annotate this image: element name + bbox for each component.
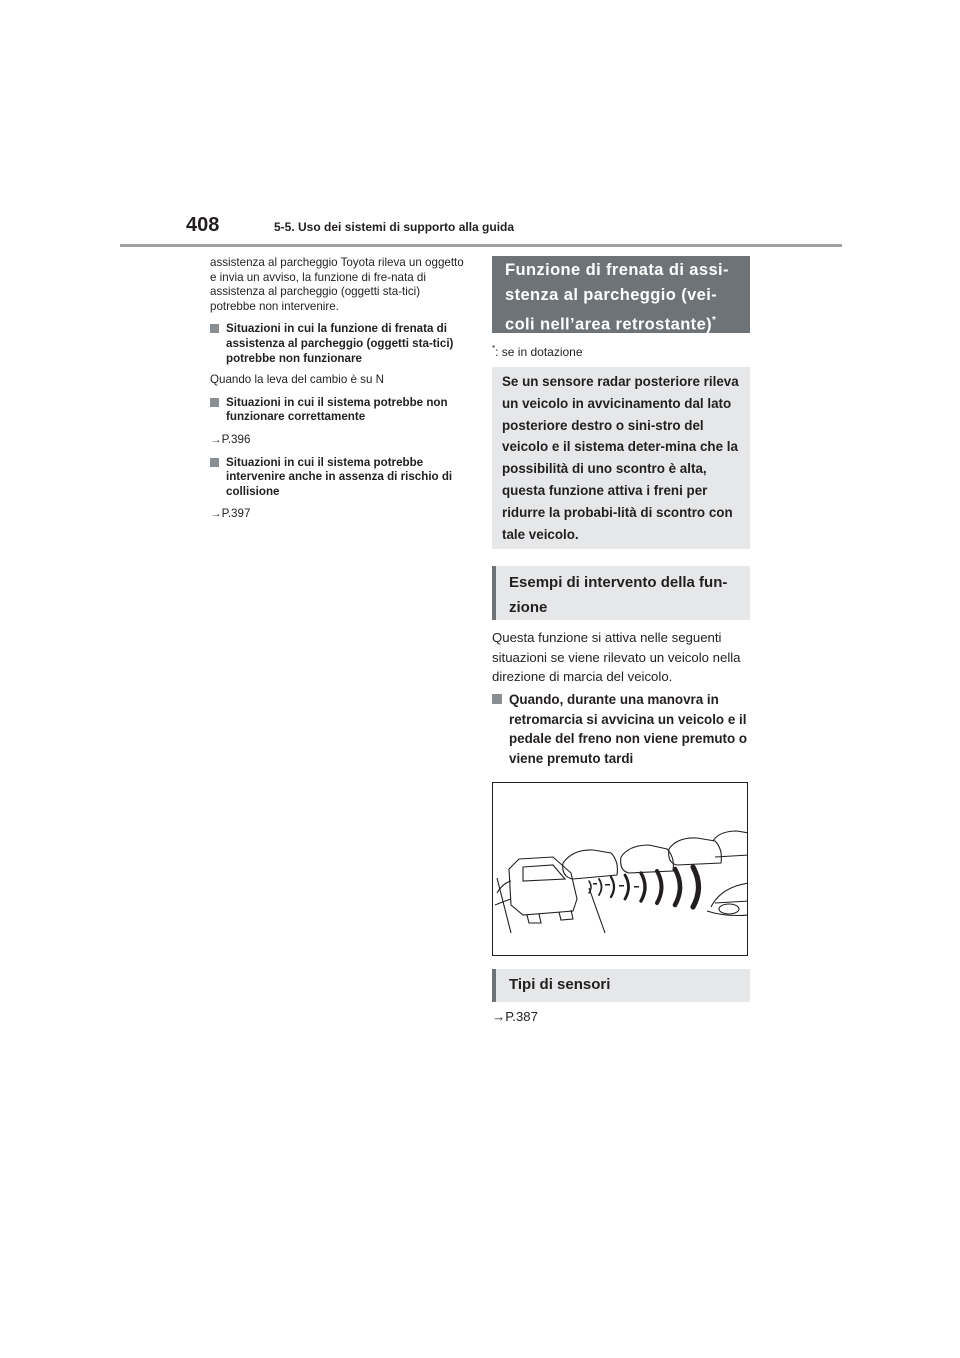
examples-text: Questa funzione si attiva nelle seguenti situazioni se viene rilevato un veicolo nella direzione di marcia del veicolo. <box>492 630 741 684</box>
item-heading: Situazioni in cui la funzione di frenata di assistenza al parcheggio (oggetti sta-tici) potrebbe non funzionare <box>210 322 468 366</box>
intro-text: assistenza al parcheggio Toyota rileva un oggetto e invia un avviso, la funzione di fre-nata di assistenza al parcheggio (oggetti sta-tici) potrebbe non intervenire. <box>210 256 464 313</box>
square-bullet-icon <box>210 324 219 333</box>
item-heading: Situazioni in cui il sistema potrebbe intervenire anche in assenza di rischio di collisione <box>210 456 468 500</box>
feature-title-box: Funzione di frenata di assi- stenza al parcheggio (vei- coli nell’area retrostante)* <box>492 256 750 333</box>
item-text: Quando la leva del cambio è su N <box>210 373 385 387</box>
header-rule <box>120 244 842 247</box>
footnote: *: se in dotazione <box>492 344 583 359</box>
section-title: 5-5. Uso dei sistemi di supporto alla guida <box>274 220 515 234</box>
page-reference: →P.397 <box>210 507 251 521</box>
square-bullet-icon <box>492 694 502 704</box>
illustration-image <box>493 783 748 956</box>
page-number: 408 <box>186 214 220 236</box>
bullet-heading: Quando, durante una manovra in retromarcia si avvicina un veicolo e il pedale del freno non viene premuto o viene premuto tardi <box>492 690 750 768</box>
left-column <box>210 256 468 522</box>
square-bullet-icon <box>210 458 219 467</box>
rear-cross-traffic-illustration <box>492 782 748 956</box>
examples-heading: Esempi di intervento della fun-zione <box>492 566 750 620</box>
sensors-heading: Tipi di sensori <box>492 969 750 1002</box>
page-reference: →P.387 <box>492 1009 538 1024</box>
square-bullet-icon <box>210 398 219 407</box>
summary-box: Se un sensore radar posteriore rileva un veicolo in avvicinamento dal lato posteriore destro o sini-stro del veicolo e il sistema deter-mina che la possibilità di uno scontro è alta, questa funzione attiva i freni per ridurre la probabi-lità di scontro con tale veicolo. <box>492 367 750 549</box>
item-heading: Situazioni in cui il sistema potrebbe non funzionare correttamente <box>210 396 468 425</box>
page-reference: →P.396 <box>210 432 251 446</box>
